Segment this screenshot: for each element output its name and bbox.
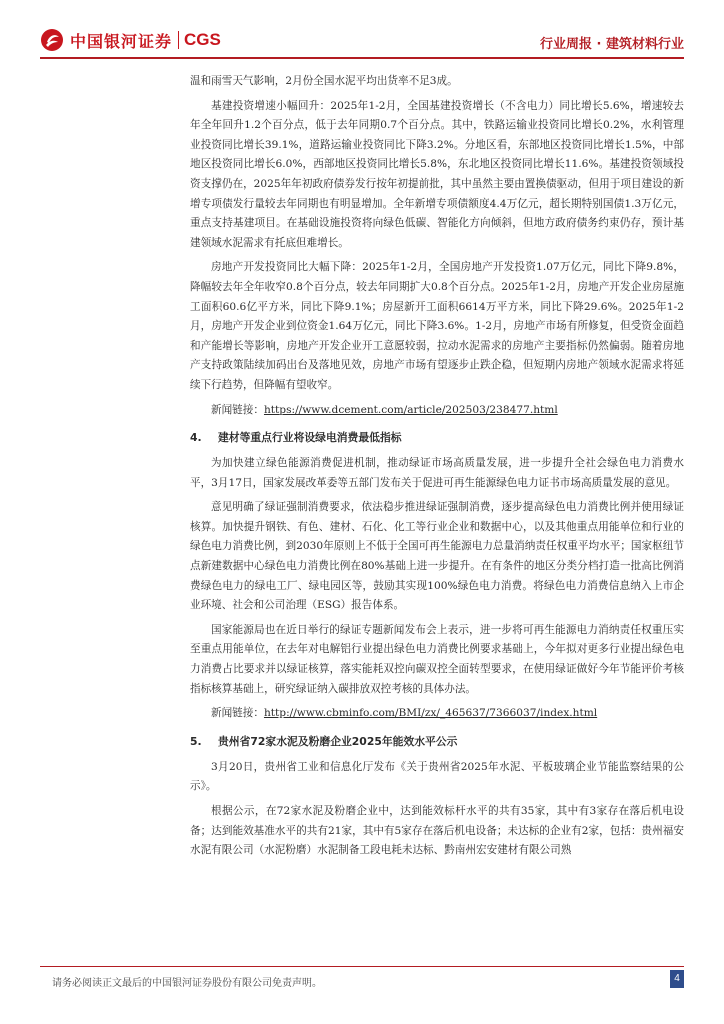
paragraph: 3月20日，贵州省工业和信息化厅发布《关于贵州省2025年水泥、平板玻璃企业节能监察结果的公示》。 — [190, 760, 684, 793]
paragraph: 国家能源局也在近日举行的绿证专题新闻发布会上表示，进一步将可再生能源电力消纳责任权重压实至重点用能单位，在去年对电解铝行业提出绿色电力消费比例要求基础上，今年拟对更多行业提出绿色电力消费占比要求并以绿证核算，落实能耗双控向碳双控全面转型要求，在使用绿证做好今年节能评价考核指标核算基础上，研究绿证纳入碳排放双控考核的具体办法。 — [190, 623, 684, 695]
news-link-label: 新闻链接： — [211, 403, 264, 416]
section-heading — [190, 732, 684, 752]
section-number: 4. — [190, 431, 202, 445]
page-number: 4 — [670, 970, 684, 988]
news-link[interactable]: https://www.dcement.com/article/202503/238477.html — [263, 403, 558, 416]
disclaimer-text: 请务必阅读正文最后的中国银河证券股份有限公司免责声明。 — [52, 978, 322, 989]
company-logo — [40, 28, 221, 52]
paragraph: 基建投资增速小幅回升：2025年1-2月，全国基建投资增长（不含电力）同比增长5.6%，增速较去年全年回升1.2个百分点，低于去年同期0.7个百分点。其中，铁路运输业投资同比增长0.2%，水利管理业投资同比增长39.1%，道路运输业投资同比下降3.2%。分地区看，东部地区投资同比增长1.5%，中部地区投资同比增长6.0%，西部地区投资同比增长5.8%，东北地区投资同比增长11.6%。基建投资领域投资支撑仍在，2025年年初政府债券发行按年初提前批，其中虽然主要由置换债驱动，但用于项目建设的新增专项债发行量较去年同期也有明显增加。全年新增专项债额度4.4万亿元，超长期特别国债1.3万亿元，重点支持基建项目。在基础设施投资将向绿色低碳、智能化方向倾斜，但地方政府债务约束仍存，预计基建领域水泥需求有托底但难增长。 — [190, 99, 684, 249]
paragraph: 为加快建立绿色能源消费促进机制，推动绿证市场高质量发展，进一步提升全社会绿色电力消费水平，3月17日，国家发展改革委等五部门发布关于促进可再生能源绿色电力证书市场高质量发展的意见。 — [190, 457, 684, 489]
logo-text-cn: 中国银河证券 — [70, 31, 173, 51]
section-title: 建材等重点行业将设绿电消费最低指标 — [218, 431, 402, 445]
news-link[interactable]: http://www.cbminfo.com/BMI/zx/_465637/7366037/index.html — [263, 707, 598, 720]
news-link-row — [190, 401, 684, 421]
section-number: 5. — [190, 734, 202, 748]
paragraph: 温和雨雪天气影响，2月份全国水泥平均出货率不足3成。 — [190, 75, 458, 87]
report-type-label: 行业周报 · 建筑材料行业 — [540, 37, 684, 52]
section-heading — [190, 428, 684, 448]
section-title: 贵州省72家水泥及粉磨企业2025年能效水平公示 — [218, 734, 458, 748]
logo-text-en: CGS — [184, 30, 221, 49]
footer-divider — [40, 966, 684, 967]
cgs-logo-icon — [40, 28, 64, 52]
paragraph: 意见明确了绿证强制消费要求，依法稳步推进绿证强制消费，逐步提高绿色电力消费比例并使用绿证核算。加快提升钢铁、有色、建材、石化、化工等行业企业和数据中心，以及其他重点用能单位和行业的绿色电力消费比例，到2030年原则上不低于全国可再生能源电力总量消纳责任权重平均水平；国家枢纽节点新建数据中心绿色电力消费比例在80%基础上进一步提升。在有条件的地区分类分档打造一批高比例消费绿色电力的绿电工厂、绿电园区等，鼓励其实现100%绿色电力消费。将绿色电力消费信息纳入上市企业环境、社会和公司治理（ESG）报告体系。 — [190, 501, 684, 612]
paragraph: 房地产开发投资同比大幅下降：2025年1-2月，全国房地产开发投资1.07万亿元，同比下降9.8%，降幅较去年全年收窄0.8个百分点，较去年同期扩大0.8个百分点。2025年1-2月，房地产开发企业房屋施工面积60.6亿平方米，同比下降9.1%；房屋新开工面积6614万平方米，同比下降29.6%。2025年1-2月，房地产开发企业到位资金1.64万亿元，同比下降3.6%。1-2月，房地产市场有所修复，但受资金面趋和产能增长等影响，房地产开发企业开工意愿较弱，拉动水泥需求的房地产主要指标仍然偏弱。随着房地产支持政策陆续加码出台及落地见效，房地产市场有望逐步止跌企稳，但短期内房地产领域水泥需求将延续下行趋势，但降幅有望收窄。 — [190, 261, 684, 391]
news-link-row — [190, 704, 684, 724]
header-divider — [40, 57, 684, 59]
article-body — [190, 72, 684, 866]
news-link-label: 新闻链接： — [211, 707, 264, 720]
paragraph: 根据公示，在72家水泥及粉磨企业中，达到能效标杆水平的共有35家，其中有3家存在落后机电设备；达到能效基准水平的共有21家，其中有5家存在落后机电设备；未达标的企业有2家，包括：贵州福安水泥有限公司（水泥粉磨）水泥制备工段电耗未达标、黔南州宏安建材有限公司熟 — [190, 805, 684, 857]
page-header — [0, 0, 724, 56]
logo-divider — [178, 31, 179, 49]
